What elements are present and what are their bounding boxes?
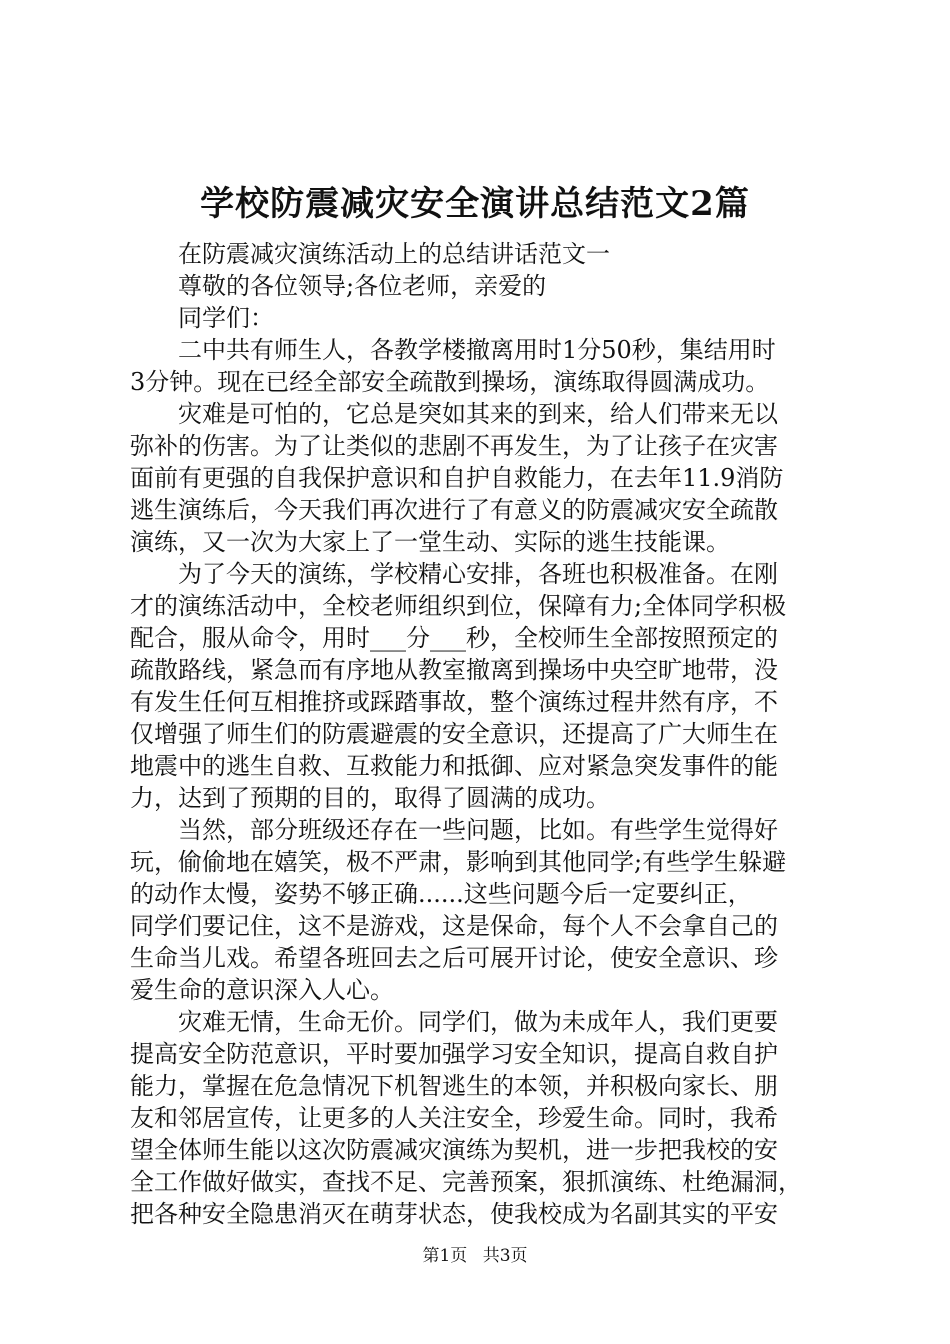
body-line: 当然，部分班级还存在一些问题，比如。有些学生觉得好 (178, 816, 778, 844)
body-line: 疏散路线，紧急而有序地从教室撤离到操场中央空旷地带，没 (130, 656, 778, 684)
body-line: 逃生演练后，今天我们再次进行了有意义的防震减灾安全疏散 (130, 496, 778, 524)
body-line: 能力，掌握在危急情况下机智逃生的本领，并积极向家长、朋 (130, 1072, 778, 1100)
body-line: 面前有更强的自我保护意识和自护自救能力，在去年11.9消防 (130, 464, 784, 492)
document-title: 学校防震减灾安全演讲总结范文2篇 (200, 184, 750, 224)
page-number: 第1页 (422, 1246, 468, 1266)
body-line: 在防震减灾演练活动上的总结讲话范文一 (178, 240, 610, 268)
body-line: 爱生命的意识深入人心。 (130, 976, 394, 1004)
body-line: 为了今天的演练，学校精心安排，各班也积极准备。在刚 (178, 560, 778, 588)
body-line: 3分钟。现在已经全部安全疏散到操场，演练取得圆满成功。 (130, 368, 770, 396)
body-line: 灾难是可怕的，它总是突如其来的到来，给人们带来无以 (178, 400, 778, 428)
body-line: 力，达到了预期的目的，取得了圆满的成功。 (130, 784, 610, 812)
body-line: 灾难无情，生命无价。同学们，做为未成年人，我们更要 (178, 1008, 778, 1036)
body-line: 仅增强了师生们的防震避震的安全意识，还提高了广大师生在 (130, 720, 778, 748)
body-line: 同学们： (178, 304, 274, 332)
body-line: 演练，又一次为大家上了一堂生动、实际的逃生技能课。 (130, 528, 730, 556)
body-line: 生命当儿戏。希望各班回去之后可展开讨论，使安全意识、珍 (130, 944, 778, 972)
body-line: 二中共有师生人，各教学楼撤离用时1分50秒，集结用时 (178, 336, 776, 364)
body-line: 的动作太慢，姿势不够正确......这些问题今后一定要纠正， (130, 880, 752, 908)
body-line: 尊敬的各位领导;各位老师，亲爱的 (178, 272, 547, 300)
body-line: 友和邻居宣传，让更多的人关注安全，珍爱生命。同时，我希 (130, 1104, 778, 1132)
body-line: 配合，服从命令，用时___分___秒，全校师生全部按照预定的 (130, 624, 778, 652)
body-line: 才的演练活动中，全校老师组织到位，保障有力;全体同学积极 (130, 592, 787, 620)
body-line: 把各种安全隐患消灭在萌芽状态，使我校成为名副其实的平安 (130, 1200, 778, 1228)
body-line: 提高安全防范意识，平时要加强学习安全知识，提高自救自护 (130, 1040, 778, 1068)
body-line: 有发生任何互相推挤或踩踏事故，整个演练过程井然有序，不 (130, 688, 778, 716)
body-line: 全工作做好做实，查找不足、完善预案，狠抓演练、杜绝漏洞， (130, 1168, 802, 1196)
body-line: 望全体师生能以这次防震减灾演练为契机，进一步把我校的安 (130, 1136, 778, 1164)
body-line: 同学们要记住，这不是游戏，这是保命，每个人不会拿自己的 (130, 912, 778, 940)
page-footer (0, 1244, 950, 1268)
body-line: 弥补的伤害。为了让类似的悲剧不再发生，为了让孩子在灾害 (130, 432, 778, 460)
page-total: 共3页 (482, 1246, 528, 1266)
body-line: 玩，偷偷地在嬉笑，极不严肃，影响到其他同学;有些学生躲避 (130, 848, 787, 876)
body-line: 地震中的逃生自救、互救能力和抵御、应对紧急突发事件的能 (130, 752, 778, 780)
document-body (130, 238, 830, 1230)
